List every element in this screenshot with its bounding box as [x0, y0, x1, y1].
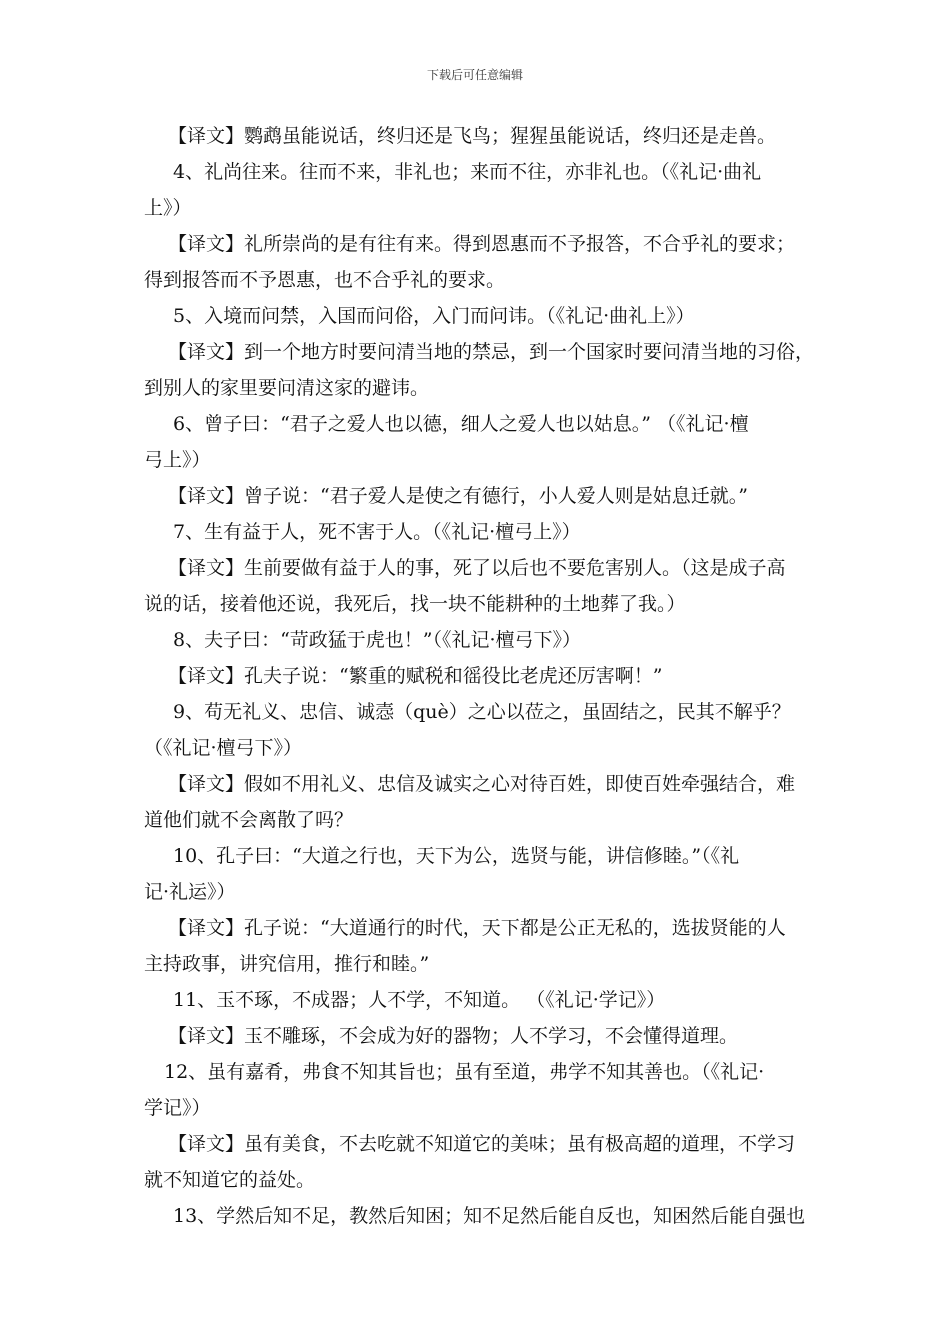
text-line: 【译文】孔子说：“大道通行的时代，天下都是公正无私的，选拔贤能的人 [168, 917, 786, 939]
text-line: 12、虽有嘉肴，弗食不知其旨也；虽有至道，弗学不知其善也。（《礼记· [164, 1061, 765, 1083]
quote-paragraph [144, 1054, 812, 1126]
translation-paragraph [144, 658, 812, 694]
text-line: 【译文】鹦鹉虽能说话，终归还是飞鸟；猩猩虽能说话，终归还是走兽。 [168, 125, 777, 147]
text-line: 记·礼运》） [144, 881, 236, 903]
text-line: 13、学然后知不足，教然后知困；知不足然后能自反也，知困然后能自强也 [173, 1205, 806, 1227]
text-line: 8、夫子曰：“苛政猛于虎也！”（《礼记·檀弓下》） [173, 629, 582, 651]
quote-paragraph [144, 298, 812, 334]
text-line: （《礼记·檀弓下》） [144, 737, 303, 759]
text-line: 【译文】玉不雕琢，不会成为好的器物；人不学习，不会懂得道理。 [168, 1025, 739, 1047]
text-line: 到别人的家里要问清这家的避讳。 [144, 377, 430, 399]
quote-paragraph [144, 694, 812, 766]
text-line: 5、入境而问禁，入国而问俗，入门而问讳。（《礼记·曲礼上》） [173, 305, 695, 327]
text-line: 道他们就不会离散了吗？ [144, 809, 354, 831]
page-header: 下载后可任意编辑 [426, 68, 523, 82]
text-line: 主持政事，讲究信用，推行和睦。” [144, 953, 430, 975]
text-line: 学记》） [144, 1097, 211, 1119]
text-line: 【译文】曾子说：“君子爱人是使之有德行，小人爱人则是姑息迁就。” [168, 485, 748, 507]
translation-paragraph [144, 550, 812, 622]
text-line: 【译文】生前要做有益于人的事，死了以后也不要危害别人。（这是成子高 [168, 557, 786, 579]
text-line: 【译文】假如不用礼义、忠信及诚实之心对待百姓，即使百姓牵强结合，难 [168, 773, 796, 795]
text-line: 4、礼尚往来。往而不来，非礼也；来而不往，亦非礼也。（《礼记·曲礼 [173, 161, 762, 183]
quote-paragraph [144, 514, 812, 550]
text-line: 7、生有益于人，死不害于人。（《礼记·檀弓上》） [173, 521, 581, 543]
text-line: 得到报答而不予恩惠，也不合乎礼的要求。 [144, 269, 506, 291]
quote-paragraph [144, 406, 812, 478]
translation-paragraph [144, 1126, 812, 1198]
quote-paragraph [144, 838, 812, 910]
quote-paragraph [144, 982, 812, 1018]
text-line: 【译文】礼所崇尚的是有往有来。得到恩惠而不予报答，不合乎礼的要求； [168, 233, 796, 255]
text-line: 【译文】到一个地方时要问清当地的禁忌，到一个国家时要问清当地的习俗， [168, 341, 815, 363]
text-line: 上》） [144, 197, 192, 219]
text-line: 弓上》） [144, 449, 211, 471]
translation-paragraph [144, 334, 815, 406]
quote-paragraph [144, 622, 812, 658]
quote-paragraph [144, 1198, 812, 1234]
text-line: 【译文】虽有美食，不去吃就不知道它的美味；虽有极高超的道理，不学习 [168, 1133, 796, 1155]
translation-paragraph [144, 478, 812, 514]
translation-paragraph [144, 1018, 812, 1054]
translation-paragraph [144, 910, 812, 982]
translation-paragraph [144, 118, 812, 154]
text-line: 【译文】孔夫子说：“繁重的赋税和徭役比老虎还厉害啊！” [168, 665, 663, 687]
text-line: 10、孔子曰：“大道之行也，天下为公，选贤与能，讲信修睦。”（《礼 [173, 845, 740, 867]
translation-paragraph [144, 766, 812, 838]
text-line: 11、玉不琢，不成器；人不学，不知道。 （《礼记·学记》） [173, 989, 666, 1011]
text-line: 9、苟无礼义、忠信、诚悫（què）之心以莅之，虽固结之，民其不解乎？ [173, 701, 791, 723]
translation-paragraph [144, 226, 812, 298]
text-line: 说的话，接着他还说，我死后，找一块不能耕种的土地葬了我。） [144, 593, 686, 615]
text-line: 6、曾子曰：“君子之爱人也以德，细人之爱人也以姑息。” （《礼记·檀 [173, 413, 749, 435]
quote-paragraph [144, 154, 812, 226]
text-line: 就不知道它的益处。 [144, 1169, 316, 1191]
